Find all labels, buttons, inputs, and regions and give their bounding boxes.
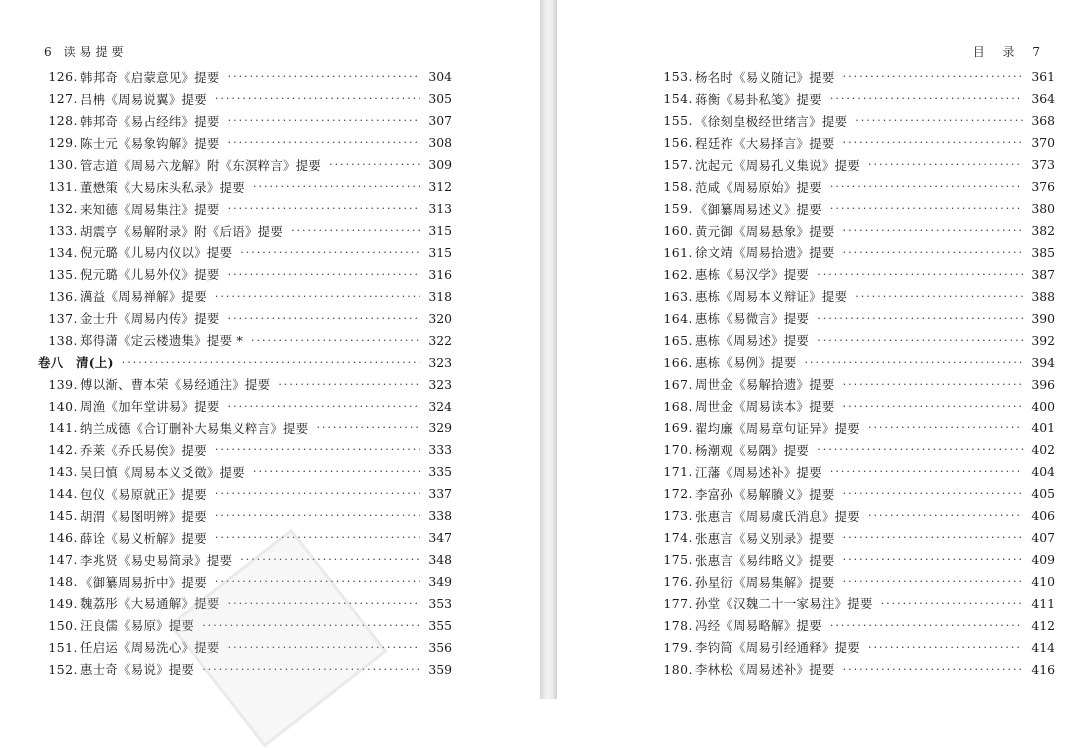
entry-number: 135. xyxy=(48,266,78,282)
dot-leader xyxy=(843,378,1023,391)
toc-entry xyxy=(42,395,452,417)
dot-leader xyxy=(291,224,420,237)
entry-number: 145. xyxy=(48,508,78,524)
dot-leader xyxy=(855,290,1023,303)
entry-title: 孙星衍《周易集解》提要 xyxy=(695,574,835,590)
dot-leader xyxy=(215,443,420,456)
toc-entry xyxy=(42,439,452,461)
toc-entry xyxy=(42,307,452,329)
dot-leader xyxy=(228,136,420,149)
dot-leader xyxy=(843,531,1023,544)
entry-title: 《御纂周易述义》提要 xyxy=(695,201,822,217)
toc-entry xyxy=(42,110,452,132)
entry-number: 137. xyxy=(48,310,78,326)
entry-number: 146. xyxy=(48,530,78,546)
entry-title: 惠栋《易例》提要 xyxy=(695,355,797,371)
dot-leader xyxy=(817,268,1023,281)
page-number: 338 xyxy=(428,508,452,524)
toc-entry xyxy=(657,242,1055,264)
entry-title: 薛诠《易义析解》提要 xyxy=(80,530,207,546)
toc-entry xyxy=(42,198,452,220)
entry-title: 惠栋《周易述》提要 xyxy=(695,333,810,349)
entry-title: 李钧简《周易引经通释》提要 xyxy=(695,640,860,656)
entry-title: 惠栋《易汉学》提要 xyxy=(695,267,810,283)
dot-leader xyxy=(843,224,1023,237)
dot-leader xyxy=(228,114,420,127)
page-number: 361 xyxy=(1031,69,1055,85)
page-number: 323 xyxy=(428,354,452,370)
entry-number: 171. xyxy=(663,464,693,480)
toc-entry xyxy=(657,593,1055,615)
entry-title: 惠栋《易微言》提要 xyxy=(695,311,810,327)
entry-title: 惠栋《周易本义辩证》提要 xyxy=(695,289,848,305)
page-number: 368 xyxy=(1031,113,1055,129)
entry-title: 江藩《周易述补》提要 xyxy=(695,464,822,480)
page-number: 329 xyxy=(428,420,452,436)
entry-number: 132. xyxy=(48,201,78,217)
entry-title: 徐文靖《周易拾遗》提要 xyxy=(695,245,835,261)
entry-title: 来知德《周易集注》提要 xyxy=(80,201,220,217)
entry-title: 李富孙《易解賸义》提要 xyxy=(695,486,835,502)
dot-leader xyxy=(817,312,1023,325)
dot-leader xyxy=(817,443,1023,456)
dot-leader xyxy=(316,421,420,434)
entry-number: 140. xyxy=(48,398,78,414)
page-number: 406 xyxy=(1031,508,1055,524)
entry-title: 程廷祚《大易择言》提要 xyxy=(695,135,835,151)
page-number: 385 xyxy=(1031,244,1055,260)
toc-entry xyxy=(657,505,1055,527)
toc-entry xyxy=(657,527,1055,549)
toc-entry xyxy=(657,636,1055,658)
toc-entry xyxy=(657,417,1055,439)
toc-entry xyxy=(657,132,1055,154)
toc-entry xyxy=(657,198,1055,220)
page-number: 348 xyxy=(428,552,452,568)
toc-entry xyxy=(42,176,452,198)
dot-leader xyxy=(817,334,1023,347)
book-gutter xyxy=(540,0,557,699)
page-number: 402 xyxy=(1031,442,1055,458)
entry-number: 126. xyxy=(48,69,78,85)
entry-title: 魏荔彤《大易通解》提要 xyxy=(80,596,220,612)
entry-number: 154. xyxy=(663,91,693,107)
toc-entry xyxy=(657,329,1055,351)
page-number: 304 xyxy=(428,69,452,85)
entry-number: 156. xyxy=(663,135,693,151)
left-page xyxy=(0,0,540,699)
toc-entry xyxy=(657,88,1055,110)
entry-title: 任启运《周易洗心》提要 xyxy=(80,640,220,656)
entry-number: 165. xyxy=(663,332,693,348)
entry-title: 李林松《周易述补》提要 xyxy=(695,662,835,678)
toc-entry xyxy=(657,395,1055,417)
entry-number: 172. xyxy=(663,486,693,502)
toc-entry xyxy=(657,461,1055,483)
entry-number: 174. xyxy=(663,530,693,546)
entry-number: 149. xyxy=(48,595,78,611)
entry-title: 范咸《周易原始》提要 xyxy=(695,179,822,195)
page-number: 312 xyxy=(428,179,452,195)
entry-number: 143. xyxy=(48,464,78,480)
dot-leader xyxy=(843,70,1023,83)
page-number: 315 xyxy=(428,244,452,260)
dot-leader xyxy=(240,246,420,259)
entry-title: 吕柟《周易说翼》提要 xyxy=(80,91,207,107)
dot-leader xyxy=(843,553,1023,566)
page-number: 409 xyxy=(1031,552,1055,568)
page-number: 414 xyxy=(1031,639,1055,655)
entry-number: 133. xyxy=(48,223,78,239)
toc-entry xyxy=(657,658,1055,680)
entry-number: 127. xyxy=(48,91,78,107)
entry-number: 152. xyxy=(48,661,78,677)
page-number: 308 xyxy=(428,135,452,151)
entry-number: 150. xyxy=(48,617,78,633)
entry-number: 163. xyxy=(663,288,693,304)
dot-leader xyxy=(215,487,420,500)
entry-title: 董懋策《大易床头私录》提要 xyxy=(80,179,245,195)
entry-number: 160. xyxy=(663,223,693,239)
dot-leader xyxy=(830,202,1023,215)
toc-entry xyxy=(42,373,452,395)
entry-title: 周渔《加年堂讲易》提要 xyxy=(80,399,220,415)
dot-leader xyxy=(278,378,420,391)
dot-leader xyxy=(868,421,1023,434)
dot-leader xyxy=(830,92,1023,105)
dot-leader xyxy=(228,70,420,83)
dot-leader xyxy=(215,290,420,303)
entry-title: 蒋衡《易卦私笺》提要 xyxy=(695,91,822,107)
entry-number: 179. xyxy=(663,639,693,655)
page-number: 356 xyxy=(428,639,452,655)
entry-title: 黄元御《周易悬象》提要 xyxy=(695,223,835,239)
toc-entry xyxy=(42,527,452,549)
entry-title: 韩邦奇《易占经纬》提要 xyxy=(80,113,220,129)
toc-entry xyxy=(657,66,1055,88)
page-number: 388 xyxy=(1031,288,1055,304)
entry-number: 170. xyxy=(663,442,693,458)
page-number: 307 xyxy=(428,113,452,129)
entry-title: 乔莱《乔氏易俟》提要 xyxy=(80,442,207,458)
entry-title: 澫益《周易禅解》提要 xyxy=(80,289,207,305)
entry-number: 173. xyxy=(663,508,693,524)
dot-leader xyxy=(830,180,1023,193)
page-header: 6 读易提要 xyxy=(44,45,128,59)
page-number: 382 xyxy=(1031,223,1055,239)
entry-number: 144. xyxy=(48,486,78,502)
entry-number: 157. xyxy=(663,157,693,173)
toc-entry xyxy=(657,307,1055,329)
toc-entry xyxy=(657,285,1055,307)
toc-entry xyxy=(657,351,1055,373)
page-number: 396 xyxy=(1031,376,1055,392)
page-number: 401 xyxy=(1031,420,1055,436)
page-number: 320 xyxy=(428,310,452,326)
dot-leader xyxy=(329,158,420,171)
entry-number: 131. xyxy=(48,179,78,195)
page-number: 416 xyxy=(1031,661,1055,677)
entry-title: 管志道《周易六龙解》附《东溟粹言》提要 xyxy=(80,157,322,173)
page-number: 390 xyxy=(1031,310,1055,326)
entry-title: 金士升《周易内传》提要 xyxy=(80,311,220,327)
entry-title: 倪元璐《儿易内仪以》提要 xyxy=(80,245,233,261)
entry-number: 180. xyxy=(663,661,693,677)
toc-entry xyxy=(42,88,452,110)
entry-number: 129. xyxy=(48,135,78,151)
entry-title: 倪元璐《儿易外仪》提要 xyxy=(80,267,220,283)
entry-number: 136. xyxy=(48,288,78,304)
toc-entry xyxy=(657,263,1055,285)
entry-number: 158. xyxy=(663,179,693,195)
entry-title: 纳兰成德《合订删补大易集义粹言》提要 xyxy=(80,420,309,436)
page-number: 305 xyxy=(428,91,452,107)
entry-title: 张惠言《易纬略义》提要 xyxy=(695,552,835,568)
dot-leader xyxy=(805,356,1023,369)
page-number: 405 xyxy=(1031,486,1055,502)
page-number: 333 xyxy=(428,442,452,458)
toc-entry xyxy=(42,132,452,154)
entry-number: 169. xyxy=(663,420,693,436)
entry-title: 沈起元《周易孔义集说》提要 xyxy=(695,157,860,173)
page-number: 335 xyxy=(428,464,452,480)
toc-entry xyxy=(657,110,1055,132)
entry-number: 167. xyxy=(663,376,693,392)
page-number: 412 xyxy=(1031,617,1055,633)
entry-title: 胡渭《易图明辨》提要 xyxy=(80,508,207,524)
entry-number: 138. xyxy=(48,332,78,348)
toc-entry xyxy=(657,571,1055,593)
toc-entry xyxy=(657,614,1055,636)
dot-leader xyxy=(215,509,420,522)
entry-number: 148. xyxy=(48,574,78,590)
entry-title: 《徐刻皇极经世绪言》提要 xyxy=(695,113,848,129)
page-number: 318 xyxy=(428,288,452,304)
entry-number: 128. xyxy=(48,113,78,129)
toc-entry xyxy=(42,263,452,285)
toc-entry xyxy=(42,154,452,176)
entry-title: 冯经《周易略解》提要 xyxy=(695,618,822,634)
entry-number: 141. xyxy=(48,420,78,436)
dot-leader xyxy=(830,619,1023,632)
entry-title: 陈士元《易象钩解》提要 xyxy=(80,135,220,151)
toc-entry xyxy=(657,176,1055,198)
dot-leader xyxy=(251,334,420,347)
right-page xyxy=(557,0,1091,699)
entry-title: 翟均廉《周易章句证异》提要 xyxy=(695,420,860,436)
page-number: 400 xyxy=(1031,398,1055,414)
entry-title: 杨名时《易义随记》提要 xyxy=(695,69,835,85)
entry-title: 胡震亨《易解附录》附《后语》提要 xyxy=(80,223,284,239)
page-number: 411 xyxy=(1031,595,1055,611)
page-number: 316 xyxy=(428,266,452,282)
page-number: 376 xyxy=(1031,179,1055,195)
page-number: 380 xyxy=(1031,201,1055,217)
dot-leader xyxy=(228,202,420,215)
page-number: 364 xyxy=(1031,91,1055,107)
dot-leader xyxy=(855,114,1023,127)
dot-leader xyxy=(228,400,420,413)
dot-leader xyxy=(843,487,1023,500)
entry-number: 162. xyxy=(663,266,693,282)
toc-entry xyxy=(42,329,452,351)
entry-number: 159. xyxy=(663,201,693,217)
page-number: 355 xyxy=(428,617,452,633)
entry-number: 161. xyxy=(663,244,693,260)
entry-title: 郑得潇《定云楼遗集》提要 * xyxy=(80,333,244,349)
entry-number: 168. xyxy=(663,398,693,414)
page-number: 349 xyxy=(428,574,452,590)
dot-leader xyxy=(881,597,1023,610)
page-number: 337 xyxy=(428,486,452,502)
toc-entry xyxy=(657,373,1055,395)
dot-leader xyxy=(215,531,420,544)
entry-number: 177. xyxy=(663,595,693,611)
entry-title: 惠士奇《易说》提要 xyxy=(80,662,195,678)
entry-number: 147. xyxy=(48,552,78,568)
page-number: 313 xyxy=(428,201,452,217)
entry-title: 周世金《周易读本》提要 xyxy=(695,399,835,415)
entry-number: 155. xyxy=(663,113,693,129)
entry-title: 张惠言《周易虞氏消息》提要 xyxy=(695,508,860,524)
page-number: 309 xyxy=(428,157,452,173)
entry-title: 《御纂周易折中》提要 xyxy=(80,574,207,590)
page-number: 323 xyxy=(428,376,452,392)
toc-entry xyxy=(42,417,452,439)
page-number: 392 xyxy=(1031,332,1055,348)
page-number: 324 xyxy=(428,398,452,414)
dot-leader xyxy=(843,246,1023,259)
dot-leader xyxy=(228,268,420,281)
entry-title: 包仪《易原就正》提要 xyxy=(80,486,207,502)
entry-title: 韩邦奇《启蒙意见》提要 xyxy=(80,69,220,85)
entry-title: 傅以渐、曹本荣《易经通注》提要 xyxy=(80,377,271,393)
page-number: 322 xyxy=(428,332,452,348)
dot-leader xyxy=(843,400,1023,413)
entry-title: 汪良儒《易原》提要 xyxy=(80,618,195,634)
entry-title: 杨潮观《易隅》提要 xyxy=(695,442,810,458)
toc-chapter-heading xyxy=(38,351,452,373)
dot-leader xyxy=(868,641,1023,654)
entry-number: 175. xyxy=(663,552,693,568)
toc-entry xyxy=(42,461,452,483)
toc-entry xyxy=(42,505,452,527)
page-number: 407 xyxy=(1031,530,1055,546)
entry-number: 130. xyxy=(48,157,78,173)
dot-leader xyxy=(843,663,1023,676)
entry-number: 164. xyxy=(663,310,693,326)
entry-number: 134. xyxy=(48,244,78,260)
entry-number: 139. xyxy=(48,376,78,392)
page-number: 404 xyxy=(1031,464,1055,480)
dot-leader xyxy=(843,136,1023,149)
dot-leader xyxy=(253,180,420,193)
entry-title: 吴曰慎《周易本义爻徵》提要 xyxy=(80,464,245,480)
dot-leader xyxy=(253,465,420,478)
chapter-title: 卷八 清(上) xyxy=(38,355,114,371)
toc-entry xyxy=(42,220,452,242)
page-number: 387 xyxy=(1031,266,1055,282)
page-number: 353 xyxy=(428,595,452,611)
page-number: 373 xyxy=(1031,157,1055,173)
toc-entry xyxy=(42,66,452,88)
dot-leader xyxy=(868,509,1023,522)
toc-entry xyxy=(42,285,452,307)
toc-entry xyxy=(657,483,1055,505)
toc-entry xyxy=(657,220,1055,242)
dot-leader xyxy=(215,92,420,105)
dot-leader xyxy=(228,312,420,325)
entry-title: 周世金《易解拾遗》提要 xyxy=(695,377,835,393)
entry-number: 151. xyxy=(48,639,78,655)
toc-entry xyxy=(42,483,452,505)
toc-list xyxy=(657,66,1055,680)
entry-title: 孙堂《汉魏二十一家易注》提要 xyxy=(695,596,873,612)
entry-number: 142. xyxy=(48,442,78,458)
entry-number: 176. xyxy=(663,574,693,590)
page-number: 394 xyxy=(1031,354,1055,370)
entry-title: 张惠言《易义别录》提要 xyxy=(695,530,835,546)
toc-entry xyxy=(657,439,1055,461)
page-number: 410 xyxy=(1031,574,1055,590)
toc-entry xyxy=(42,242,452,264)
toc-entry xyxy=(657,549,1055,571)
entry-number: 166. xyxy=(663,354,693,370)
page-number: 359 xyxy=(428,661,452,677)
page-header: 目 录 7 xyxy=(972,45,1047,59)
dot-leader xyxy=(868,158,1023,171)
entry-number: 153. xyxy=(663,69,693,85)
page-number: 370 xyxy=(1031,135,1055,151)
page-number: 315 xyxy=(428,223,452,239)
entry-title: 李兆贤《易史易简录》提要 xyxy=(80,552,233,568)
dot-leader xyxy=(843,575,1023,588)
toc-entry xyxy=(657,154,1055,176)
dot-leader xyxy=(122,356,420,369)
entry-number: 178. xyxy=(663,617,693,633)
page-number: 347 xyxy=(428,530,452,546)
dot-leader xyxy=(830,465,1023,478)
